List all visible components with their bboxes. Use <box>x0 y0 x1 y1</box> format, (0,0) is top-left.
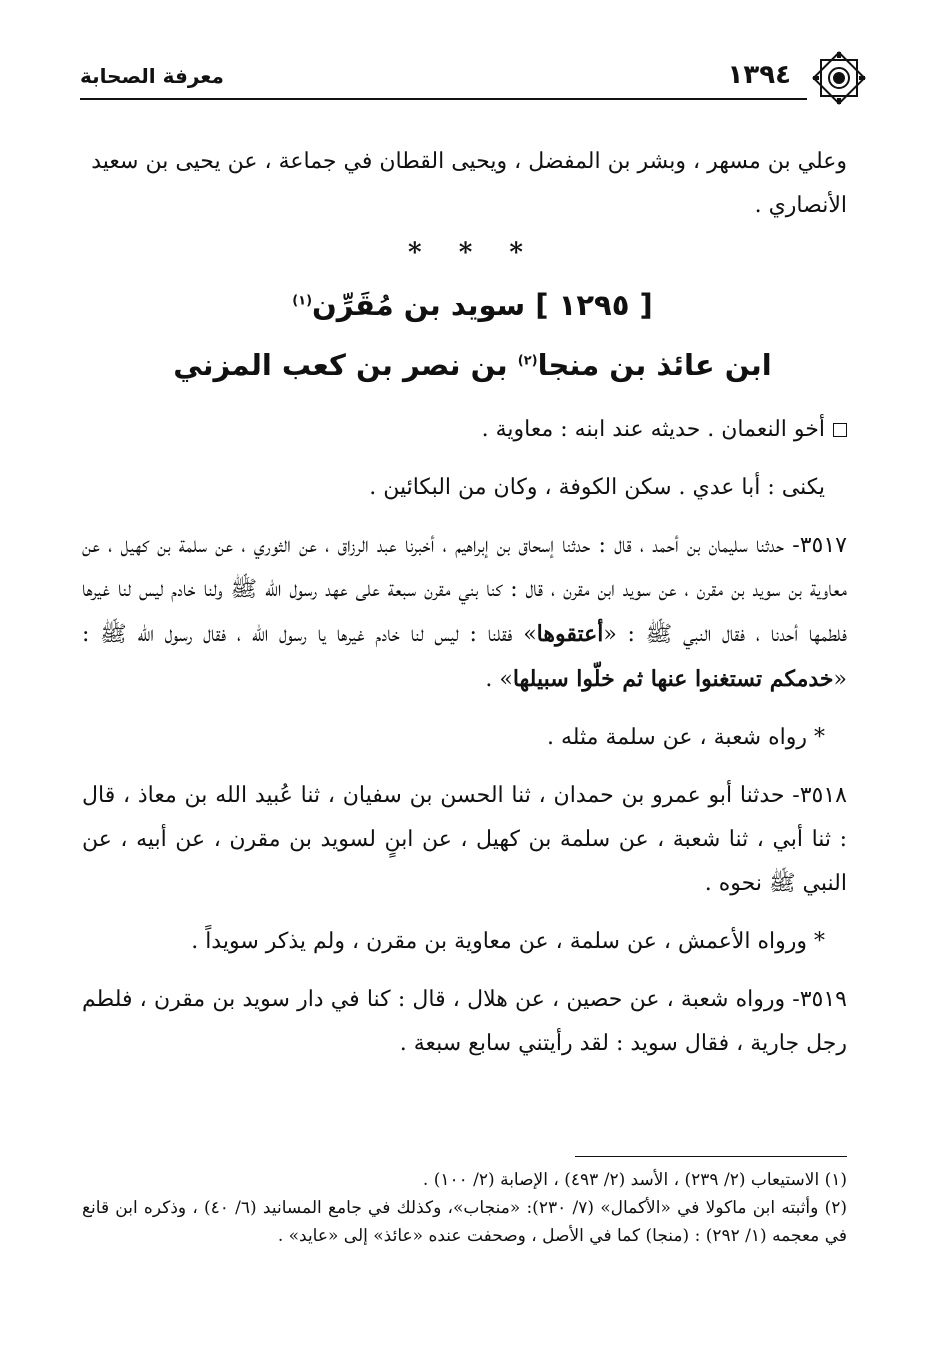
lineage-part-a: ابن عائذ بن منجا <box>537 348 772 382</box>
footnote-rule <box>575 1156 847 1157</box>
kunya-line: يكنى : أبا عدي . سكن الكوفة ، وكان من البكائين . <box>369 475 825 500</box>
footnote-ref-2: (٢) <box>517 353 538 369</box>
hadith-3517 <box>82 524 847 702</box>
continuation-line-2: الأنصاري . <box>754 193 847 218</box>
hadith-3517-text-1: ٣٥١٧- حدثنا سليمان بن أحمد ، قال : حدثنا إسحاق بن إبراهيم ، أخبرنا عبد الرزاق ، عن الثوري ، عن سلمة بن كهيل ، عن معاوية بن سويد بن مقرن ، عن سويد ابن مقرن ، قال : كنا بني مقرن سبعة على عهد رسول الله ﷺ ولنا خادم ليس لنا غيرها فلطمها أحدنا ، فقال النبي ﷺ : « <box>82 533 848 647</box>
entry-lineage <box>0 348 945 382</box>
hadith-3517-quote-1: أعتقوها <box>536 621 604 647</box>
square-bullet-icon <box>833 423 847 437</box>
hadith-3518: ٣٥١٨- حدثنا أبو عمرو بن حمدان ، ثنا الحسن بن سفيان ، ثنا عُبيد الله بن معاذ ، قال : ثنا أبي ، ثنا شعبة ، عن سلمة بن كهيل ، عن ابنٍ لسويد بن مقرن ، عن أبيه ، عن النبي ﷺ نحوه . <box>82 783 848 896</box>
hadith-3517-text-2: » فقلنا : ليس لنا خادم غيرها يا رسول الله ، فقال رسول الله ﷺ : « <box>82 622 847 692</box>
note-aamash: * ورواه الأعمش ، عن سلمة ، عن معاوية بن مقرن ، ولم يذكر سويداً . <box>191 929 825 954</box>
page-header <box>80 58 867 100</box>
entry-name: سويد بن مُقَرِّن <box>312 288 526 322</box>
hadith-3517-text-3: » . <box>485 667 513 692</box>
ornament-icon <box>811 50 867 106</box>
page-number: ١٣٩٤ <box>727 60 791 90</box>
entry-body <box>82 408 847 1066</box>
entry-number: [ ١٢٩٥ ] <box>535 288 653 322</box>
footnote-2: (٢) وأثبته ابن ماكولا في «الأكمال» (٧/ ٢٣٠): «منجاب»، وكذلك في جامع المسانيد (٦/ ٤٠) ، وذكره ابن قانع في معجمه (١/ ٢٩٢) : (منجا) كما في الأصل ، وصحفت عنده «عائذ» إلى «عايد» . <box>82 1198 848 1246</box>
footnotes <box>82 1166 847 1250</box>
hadith-3517-quote-2: خدمكم تستغنوا عنها ثم خلّوا سبيلها <box>512 666 834 692</box>
footnote-ref-1: (١) <box>292 293 313 309</box>
intro-text: أخو النعمان . حديثه عند ابنه : معاوية . <box>481 417 825 442</box>
lineage-part-b: بن نصر بن كعب المزني <box>173 348 508 382</box>
section-separator: * * * <box>408 238 537 268</box>
footnote-1: (١) الاستيعاب (٢/ ٢٣٩) ، الأسد (٢/ ٤٩٣) ، الإصابة (٢/ ١٠٠) . <box>422 1170 847 1190</box>
continuation-paragraph <box>82 140 847 228</box>
note-shuba: * رواه شعبة ، عن سلمة مثله . <box>546 725 825 750</box>
header-rule <box>80 98 807 100</box>
running-title: معرفة الصحابة <box>80 64 224 88</box>
continuation-line-1: وعلي بن مسهر ، وبشر بن المفضل ، ويحيى القطان في جماعة ، عن يحيى بن سعيد <box>91 149 847 174</box>
intro-line <box>82 408 847 452</box>
hadith-3519: ٣٥١٩- ورواه شعبة ، عن حصين ، عن هلال ، قال : كنا في دار سويد بن مقرن ، فلطم رجل جارية ، فقال سويد : لقد رأيتني سابع سبعة . <box>82 987 847 1056</box>
entry-heading <box>0 288 945 322</box>
